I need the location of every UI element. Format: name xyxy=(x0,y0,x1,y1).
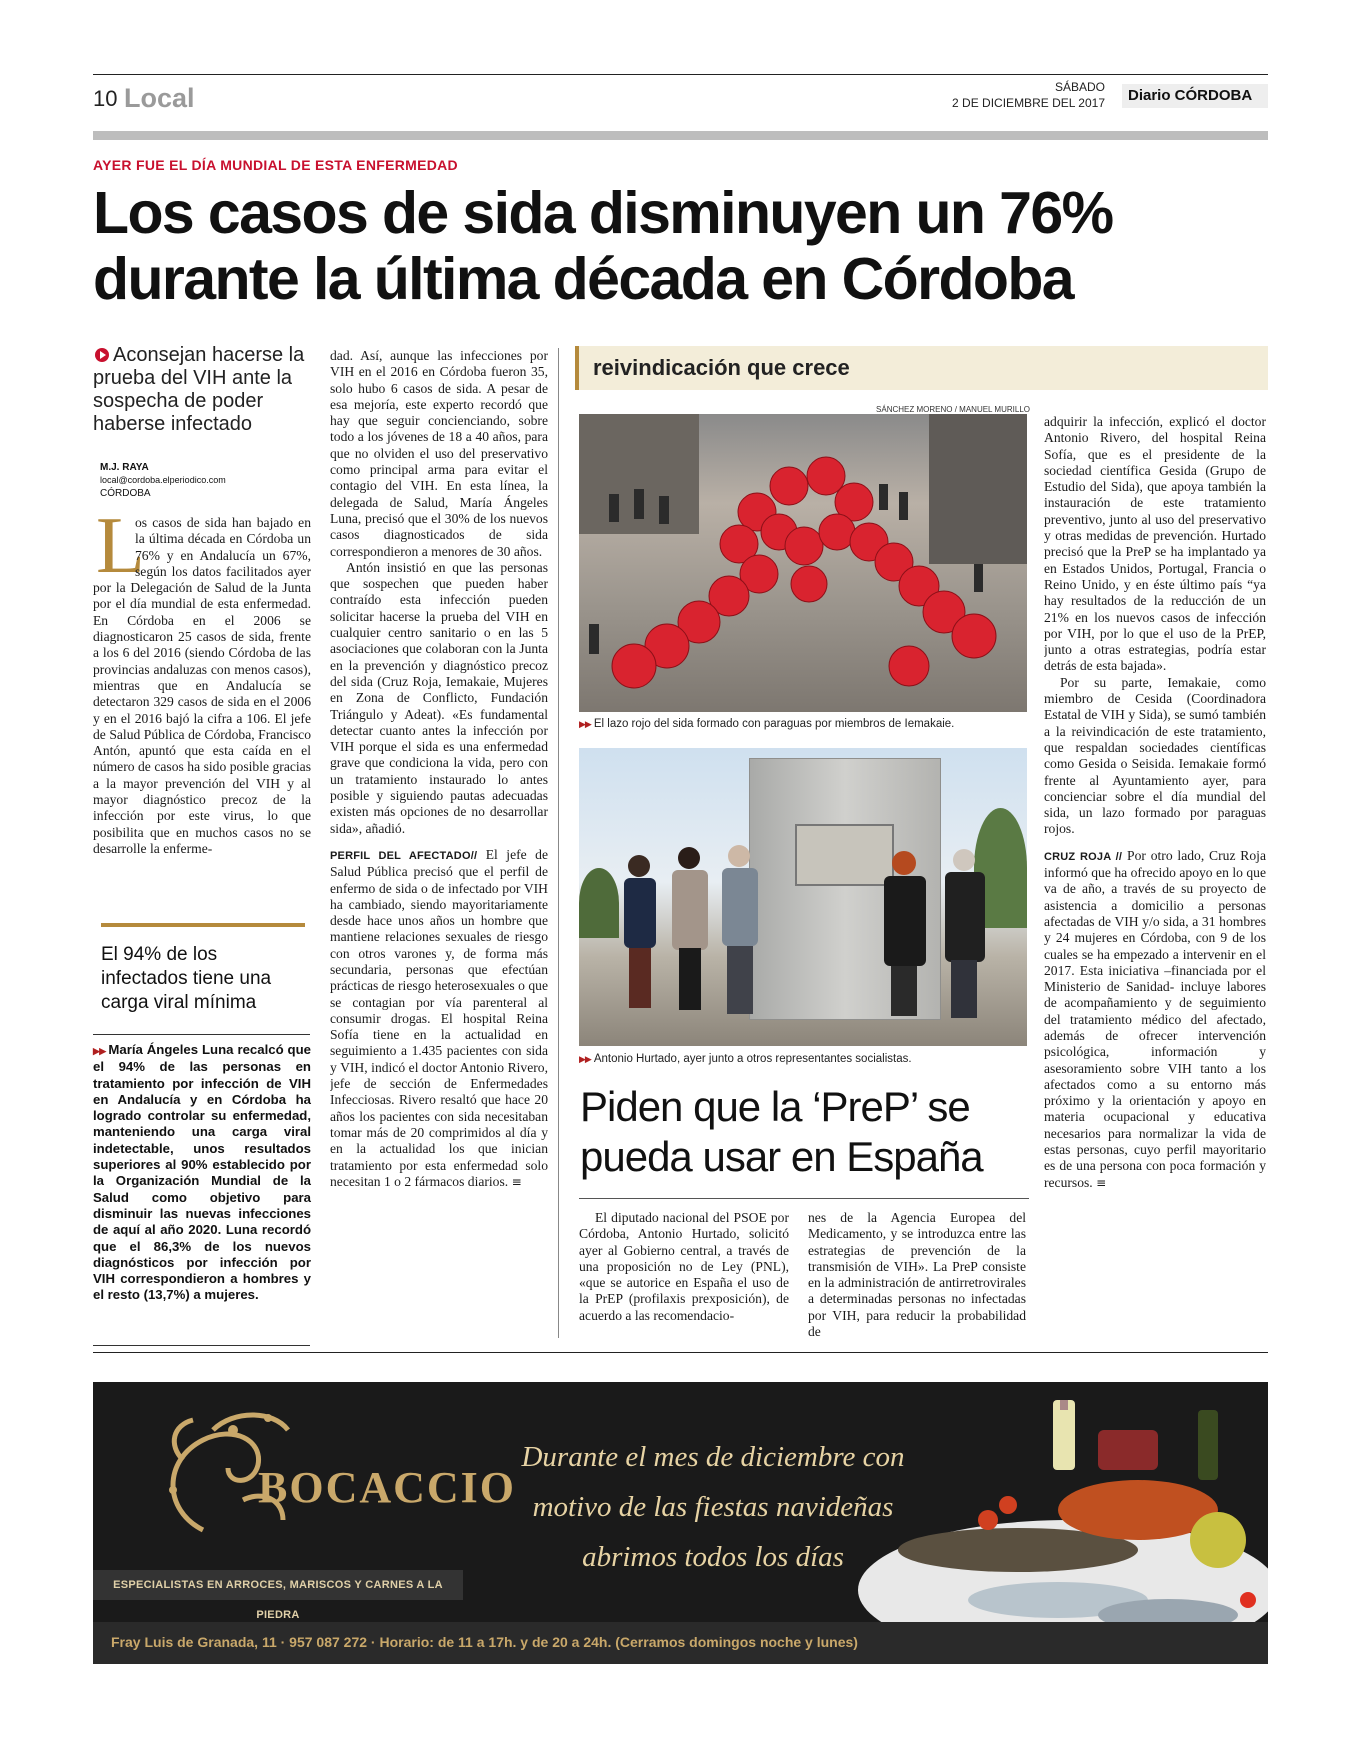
column-rule xyxy=(558,348,559,1338)
advertisement[interactable] xyxy=(93,1382,1268,1664)
ad-tagline: ESPECIALISTAS EN ARROCES, MARISCOS Y CARNES A LA PIEDRA xyxy=(93,1570,463,1600)
prep-col4-text: nes de la Agencia Europea del Medicamento, y se introduzca entre las estrategias de prevención de la transmisión de VIH». La PreP consiste en la administración de antirretrovirales a determinadas personas no infectadas por VIH, para reducir la probabilidad de xyxy=(808,1210,1026,1340)
prep-col5-p3 xyxy=(1044,848,1266,1191)
seafood-platter-icon xyxy=(838,1400,1268,1660)
article-col1 xyxy=(93,515,311,915)
double-arrow-icon: ▶▶ xyxy=(579,1054,591,1064)
caption-1-text: El lazo rojo del sida formado con paraguas por miembros de Iemakaie. xyxy=(593,718,955,730)
prep-col3 xyxy=(579,1210,789,1340)
article-col2-p2: Antón insistió en que las personas que sospechen que pueden haber contraído esta infección pueden solicitar hacerse la prueba del VIH en cualquier centro sanitario o en las 5 asociaciones que colaboran con la Junta en la prevención y diagnóstico precoz del sida (Cruz Roja, Iemakaie, Mujeres en Zona de Conflicto, Fundación Triángulo y Adeat). «Es fundamental detectar cuanto antes la infección por VIH porque el sida es una enfermedad grave que condiciona la vida, pero con un tratamiento instaurado lo antes posible y siguiendo pautas adecuadas existen más opciones de no desarrollar sida», añadió. xyxy=(330,559,548,836)
header-date: 2 DE DICIEMBRE DEL 2017 xyxy=(952,96,1105,110)
subhead: Aconsejan hacerse la prueba del VIH ante la sospecha de poder haberse infectado xyxy=(93,344,305,435)
sidebar-body xyxy=(93,1042,311,1304)
page-number: 10 xyxy=(93,86,118,111)
prep-divider xyxy=(579,1198,1029,1199)
ad-message-line2: motivo de las fiestas navideñas xyxy=(532,1491,894,1523)
double-arrow-icon: ▶▶ xyxy=(93,1046,106,1056)
prep-col5 xyxy=(1044,414,1266,1346)
people-svg xyxy=(579,748,1027,1046)
photo-red-ribbon xyxy=(579,414,1027,712)
byline-place: CÓRDOBA xyxy=(100,488,151,499)
ad-brand: BOCACCIO xyxy=(258,1463,517,1512)
prep-headline-line1: Piden que la ‘PreP’ se xyxy=(580,1083,970,1130)
section-label: Local xyxy=(124,83,195,113)
sidebar-body-text: María Ángeles Luna recalcó que el 94% de las personas en tratamiento por infección de VIH en Andalucía y en Córdoba ha logrado controlar su enfermedad, manteniendo una carga viral indetectable, unos resultados superiores al 90% establecido por la Organización Mundial de la Salud como objetivo para disminuir las nuevas infecciones de aquí al año 2020. Luna recordó que el 86,3% de los nuevos diagnósticos por infección por VIH correspondieron a hombres y el resto (13,7%) a mujeres. xyxy=(93,1042,312,1303)
article-col2-p1: dad. Así, aunque las infecciones por VIH en el 2016 en Córdoba fueron 35, solo hubo 6 casos de sida. A pesar de esa mejoría, este experto recordó que hay que seguir concienciando, sobre todo a los jóvenes de 18 a 40 años, para que no olviden el uso del preservativo como principal arma para evitar el contagio del VIH. En esta línea, la delegada de Salud, María Ángeles Luna, precisó que el 30% de los nuevos casos diagnosticados de sida correspondieron a menores de 30 años. xyxy=(330,348,548,559)
article-col2 xyxy=(330,348,548,1360)
runin-cruz-roja: CRUZ ROJA // xyxy=(1044,850,1123,863)
ad-message-line3: abrimos todos los días xyxy=(582,1541,844,1573)
prep-col4 xyxy=(808,1210,1026,1340)
photo-credit: SÁNCHEZ MORENO / MANUEL MURILLO xyxy=(876,405,1030,414)
prep-col5-p2: Por su parte, Iemakaie, como miembro de Cesida (Coordinadora Estatal de VIH y Sida), se sumó también a la reivindicación de este tratamiento, que respaldan sociedades científicas como Gesida o Seisida. Iemakaie formó frente al Ayuntamiento ayer, para concienciar sobre el día mundial del sida, un lazo formado por paraguas rojos. xyxy=(1044,674,1266,837)
double-arrow-icon: ▶▶ xyxy=(579,719,591,729)
header-top-rule xyxy=(93,74,1268,75)
umbrella-ribbon-svg xyxy=(579,414,1027,712)
caption-1 xyxy=(579,718,1029,730)
caption-2 xyxy=(579,1053,1029,1065)
main-headline-line1: Los casos de sida disminuyen un 76% xyxy=(93,180,1113,246)
end-mark-icon: ≡ xyxy=(1096,1175,1107,1190)
prep-col3-text: El diputado nacional del PSOE por Córdoba, Antonio Hurtado, solicitó ayer al Gobierno central, a través de una proposición no de Ley (PNL), «que se autorice en España el uso de la PrEP (profilaxis prexposición), de acuerdo a las recomendacio- xyxy=(579,1210,789,1323)
sidebar-bottom-rule xyxy=(93,1345,310,1346)
ad-footer: Fray Luis de Granada, 11 · 957 087 272 · Horario: de 11 a 17h. y de 20 a 24h. (Cerramos domingos noche y lunes) xyxy=(111,1634,858,1650)
sidebar-divider xyxy=(93,1034,310,1035)
section-banner: reivindicación que crece xyxy=(579,346,1268,390)
article-col1-text: os casos de sida han bajado en la última década en Córdoba un 76% y en Andalucía un 67%, según los datos facilitados ayer por la Delegación de Salud de la Junta por el día mundial de esta enfermedad. En Córdoba en el 2006 se diagnosticaron 25 casos de sida, frente a los 6 del 2016 (siendo Córdoba de las provincias andaluzas con menos casos), mientras que en Andalucía se detectaron 329 casos de sida en el 2006 y en el 2016 bajó la cifra a 106. El jefe de Salud Pública de Córdoba, Francisco Antón, apuntó que esta caída en el número de casos ha sido posible gracias a la mayor prevención del VIH y al mayor diagnóstico precoz de la infección por este virus, lo que posibilita que en muchos casos no se desarrolle la enferme- xyxy=(93,515,311,856)
byline-name: M.J. RAYA xyxy=(100,462,149,473)
prep-col5-p3-text: Por otro lado, Cruz Roja informó que ha ofrecido apoyo en lo que va de año, a través de su proyecto de asistencia a domicilio a personas afectadas de VIH y/o sida, a 31 hombres y 24 mujeres en Córdoba, con 9 de los cuales se ha empezado a intervenir en el 2017. Esta iniciativa –financiada por el Ministerio de Sanidad- incluye labores de acompañamiento y de seguimiento del tratamiento médico del afectado, además de ofrecer intervención psicológica, información y asesoramiento sobre VIH tanto a los afectados como a su entorno más próximo y la orientación y apoyo en materia ocupacional y educativa necesarios para normalizar la vida de estas personas, cuyo perfil mayoritario es de una persona con poca formación y recursos. xyxy=(1044,847,1266,1190)
article-col2-p3-text: El jefe de Salud Pública precisó que el perfil de enfermo de sida o de infectado por VIH ha cambiado, siendo mayoritariamente desde hace unos años un hombre que mantiene relaciones sexuales de riesgo con otros varones y, de forma más secundaria, personas que efectúan prácticas de riesgo heterosexuales o que se contagian por vía parenteral al consumir drogas. El hospital Reina Sofía tiene en la actualidad en seguimiento a 1.435 pacientes con sida y VIH, indicó el doctor Antonio Rivero, jefe de sección de Enfermedades Infecciosas. Rivero resaltó que hace 20 años los pacientes con sida necesitaban tomar más de 20 comprimidos al día y en la actualidad los que inician tratamiento por esta enfermedad solo necesitan 1 o 2 fármacos diarios. xyxy=(330,846,548,1189)
prep-headline xyxy=(580,1082,1030,1182)
article-bottom-rule xyxy=(93,1352,1268,1353)
prep-col5-p1: adquirir la infección, explicó el doctor Antonio Rivero, del hospital Reina Sofía, que es el presidente de la sociedad científica Gesida (Grupo de Estudio del Sida), que apoya también la instauración de este tratamiento preventivo, junto al uso del preservativo y otras medidas de prevención. Hurtado precisó que la PreP se ha implantado ya en Estados Unidos, Portugal, Francia o Reino Unido, y en éste último país “ya hay resultados de la reducción de un 21% en los nuevos casos de infección por VIH, por lo que el uso de la PrEP, junto a otras estrategias, podría estar detrás de esta bajada». xyxy=(1044,414,1266,674)
end-mark-icon: ≡ xyxy=(511,1174,522,1189)
main-headline-line2: durante la última década en Córdoba xyxy=(93,246,1073,312)
sidebar-title: El 94% de los infectados tiene una carga viral mínima xyxy=(101,944,272,1013)
sidebar-top-rule xyxy=(101,923,305,927)
dropcap: L xyxy=(96,502,145,590)
byline-email: local@cordoba.elperiodico.com xyxy=(100,475,226,485)
main-headline xyxy=(93,180,1273,312)
runin-perfil: PERFIL DEL AFECTADO// xyxy=(330,849,478,862)
header-day: SÁBADO xyxy=(1054,80,1105,94)
header-bar xyxy=(93,131,1268,140)
kicker: AYER FUE EL DÍA MUNDIAL DE ESTA ENFERMEDAD xyxy=(93,157,458,173)
photo-group xyxy=(579,748,1027,1046)
caption-2-text: Antonio Hurtado, ayer junto a otros representantes socialistas. xyxy=(593,1053,912,1065)
article-col2-p3 xyxy=(330,847,548,1190)
paper-name: Diario CÓRDOBA xyxy=(1122,84,1268,108)
ad-message-line1: Durante el mes de diciembre con xyxy=(521,1441,905,1473)
prep-headline-line2: pueda usar en España xyxy=(580,1133,983,1180)
